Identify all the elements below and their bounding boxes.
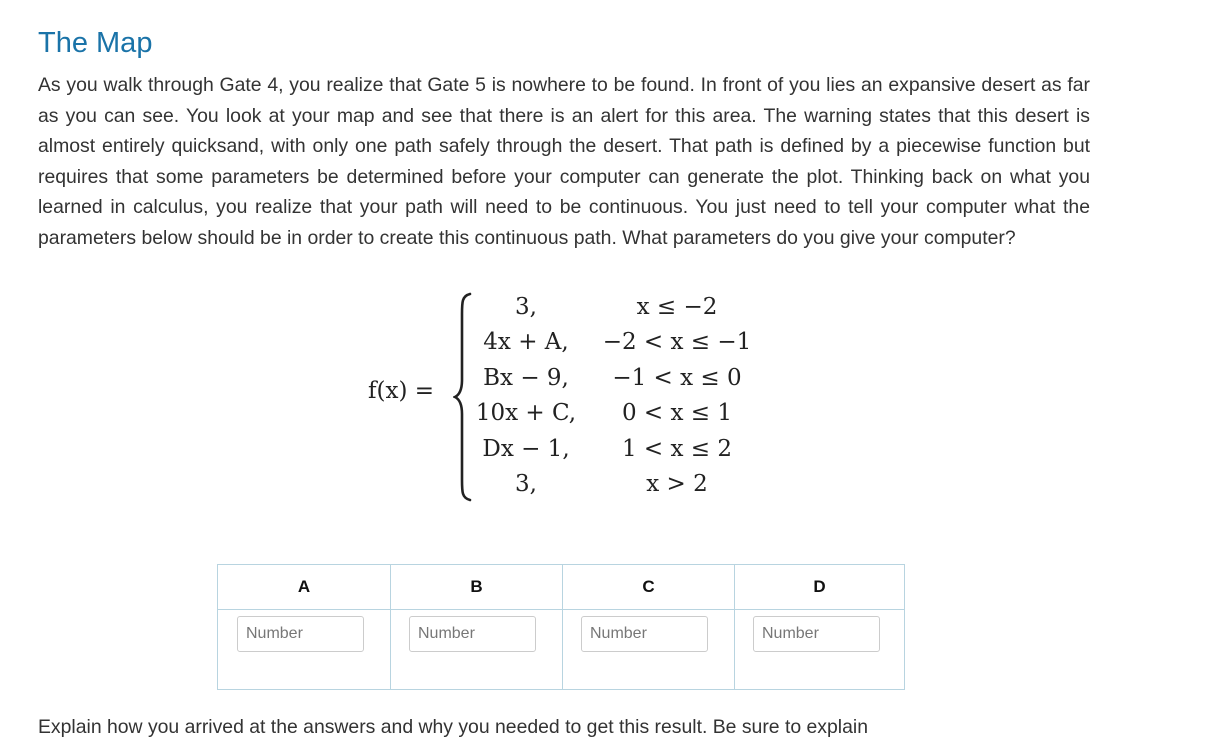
piece-value: Bx − 9, <box>483 365 569 391</box>
answer-input-b[interactable] <box>409 616 536 652</box>
piece-condition: x ≤ −2 <box>636 294 718 320</box>
piece-value: 3, <box>515 471 537 497</box>
answer-input-a[interactable] <box>237 616 364 652</box>
answer-column-d <box>734 565 904 689</box>
answer-table <box>217 564 905 690</box>
piece-condition: 0 < x ≤ 1 <box>621 400 733 426</box>
answer-column-c <box>562 565 734 689</box>
piece-value: 10x + C, <box>475 400 577 426</box>
function-label: f(x) = <box>368 378 435 404</box>
answer-input-d[interactable] <box>753 616 880 652</box>
piece-condition: −2 < x ≤ −1 <box>602 329 752 355</box>
piece-condition: −1 < x ≤ 0 <box>612 365 742 391</box>
column-header-d: D <box>813 577 826 596</box>
column-header-c: C <box>642 577 655 596</box>
answer-column-a <box>218 565 390 689</box>
column-header-b: B <box>470 577 483 596</box>
piece-condition: x > 2 <box>646 471 708 497</box>
problem-text: As you walk through Gate 4, you realize that Gate 5 is nowhere to be found. In front of you lies an expansive desert as far as you can see. You look at your map and see that there is an alert for this area. The warning states that this desert is almost entirely quicksand, with only one path safely through the desert. That path is defined by a piecewise function but requires that some parameters be determined before your computer can generate the plot. Thinking back on what you learned in calculus, you realize that your path will need to be continuous. You just need to tell your computer what the parameters below should be in order to create this continuous path. What parameters do you give your computer? <box>38 74 1090 249</box>
column-header-a: A <box>297 577 311 596</box>
answer-column-b <box>390 565 562 689</box>
piece-value: Dx − 1, <box>482 436 570 462</box>
page-title: The Map <box>38 27 153 59</box>
piece-value: 3, <box>515 294 537 320</box>
piece-condition: 1 < x ≤ 2 <box>621 436 733 462</box>
answer-input-c[interactable] <box>581 616 708 652</box>
next-paragraph-cut-off: Explain how you arrived at the answers and why you needed to get this result. Be sure to explain <box>38 716 868 738</box>
piece-value: 4x + A, <box>483 329 569 355</box>
